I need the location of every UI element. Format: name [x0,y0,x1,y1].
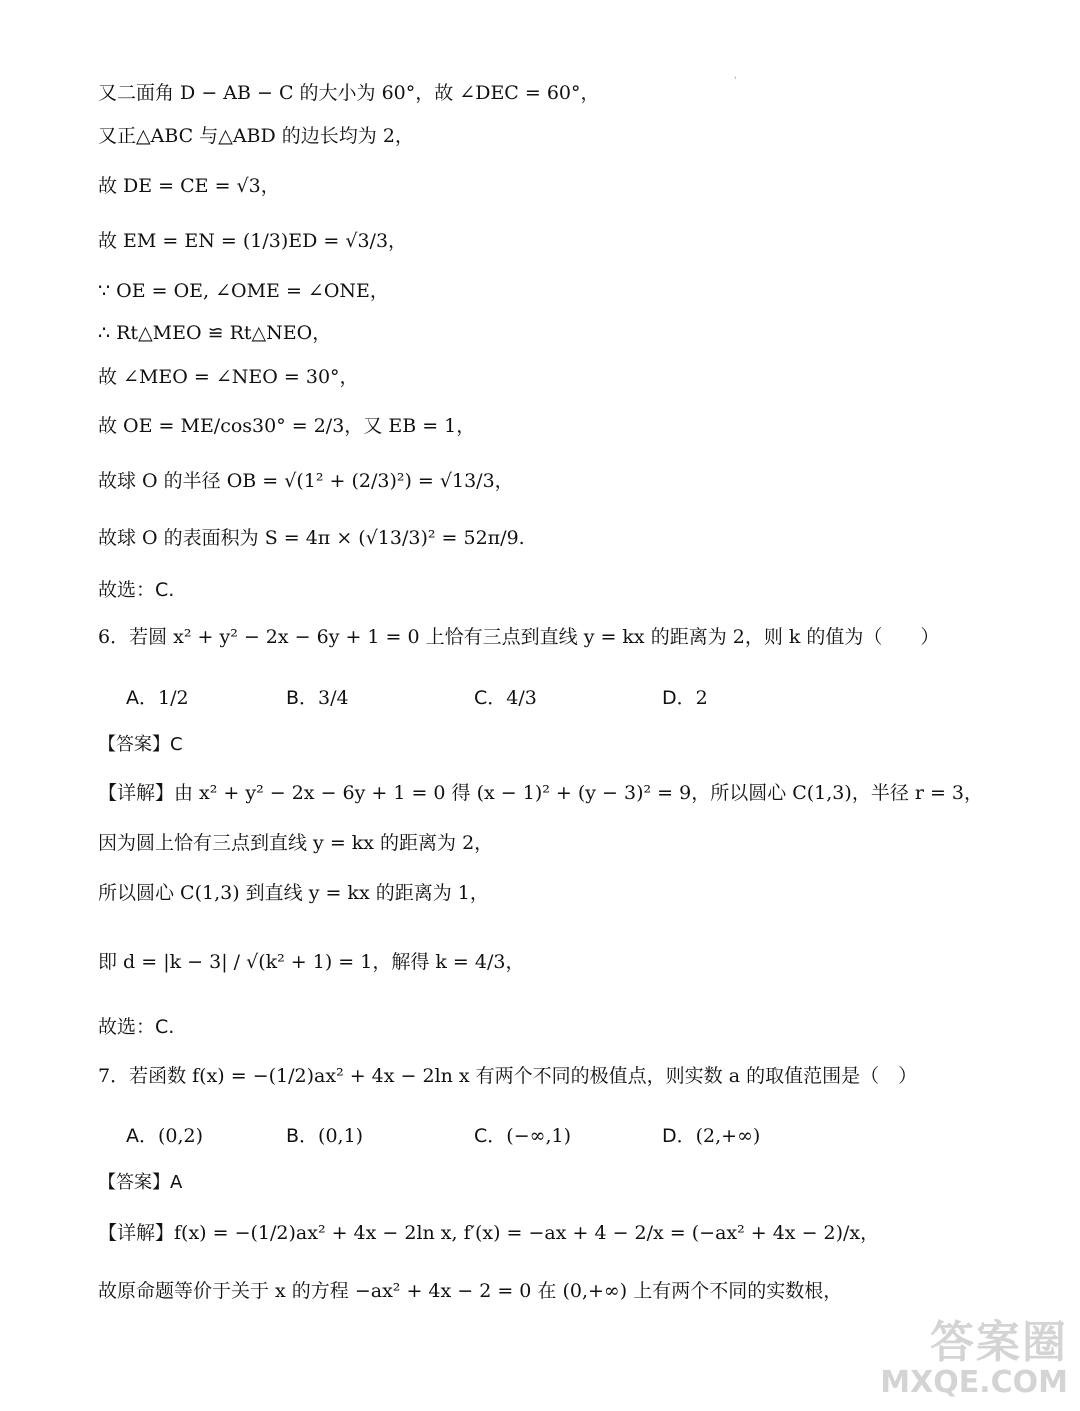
watermark-logo: 答案圈 [930,1317,1068,1368]
q7-option-a-label: A． [126,1125,158,1147]
q7-option-b-value: (0,1) [318,1125,364,1147]
q6-option-c-label: C． [474,687,507,709]
q7-option-a [126,1121,203,1148]
solution-conclusion: 故选：C. [98,579,175,601]
watermark [868,1319,1068,1405]
solution-line-9: 故球 O 的半径 OB = √(1² + (2/3)²) = √13/3， [98,470,514,492]
solution-line-3: 故 DE = CE = √3， [98,175,280,197]
solution-line-2: 又正△ABC 与△ABD 的边长均为 2， [98,125,414,147]
q6-option-a [126,683,189,710]
q7-option-c [474,1121,571,1148]
q6-option-d-label: D． [662,687,696,709]
q7-option-c-value: (−∞,1) [506,1125,571,1147]
q6-solution-1: 【详解】由 x² + y² − 2x − 6y + 1 = 0 得 (x − 1)² + (y − 3)² = 9，所以圆心 C(1,3)，半径 r = 3， [98,782,984,804]
q6-option-a-label: A． [126,687,158,709]
scan-mark: ' [734,76,737,86]
watermark-url: MXQE.COM [880,1365,1068,1400]
solution-line-8: 故 OE = ME/cos30° = 2/3，又 EB = 1， [98,415,476,437]
q7-solution-2: 故原命题等价于关于 x 的方程 −ax² + 4x − 2 = 0 在 (0,+∞) 上有两个不同的实数根， [98,1280,843,1302]
q7-option-d [662,1121,760,1148]
q6-stem: 6．若圆 x² + y² − 2x − 6y + 1 = 0 上恰有三点到直线 y = kx 的距离为 2，则 k 的值为（ ） [98,626,940,648]
q6-option-c [474,683,537,710]
q6-solution-5: 故选：C. [98,1016,175,1038]
q6-solution-2: 因为圆上恰有三点到直线 y = kx 的距离为 2， [98,832,494,854]
q6-option-b [286,683,349,710]
q7-solution-1: 【详解】f(x) = −(1/2)ax² + 4x − 2ln x, f′(x) = −ax + 4 − 2/x = (−ax² + 4x − 2)/x， [98,1222,880,1244]
q6-option-d-value: 2 [695,687,708,709]
solution-line-5: ∵ OE = OE, ∠OME = ∠ONE， [98,280,389,302]
solution-line-1: 又二面角 D − AB − C 的大小为 60°，故 ∠DEC = 60°， [98,82,600,104]
solution-line-6: ∴ Rt△MEO ≌ Rt△NEO， [98,322,332,344]
solution-line-7: 故 ∠MEO = ∠NEO = 30°， [98,366,359,388]
q7-option-d-label: D． [662,1125,696,1147]
q7-option-c-label: C． [474,1125,507,1147]
q6-option-c-value: 4/3 [506,687,537,709]
q7-option-b-label: B． [286,1125,319,1147]
q7-option-b [286,1121,363,1148]
q7-option-d-value: (2,+∞) [695,1125,761,1147]
q6-option-b-value: 3/4 [318,687,349,709]
solution-line-4: 故 EM = EN = (1/3)ED = √3/3， [98,230,408,252]
q6-solution-3: 所以圆心 C(1,3) 到直线 y = kx 的距离为 1， [98,882,489,904]
q6-option-b-label: B． [286,687,319,709]
q7-stem: 7．若函数 f(x) = −(1/2)ax² + 4x − 2ln x 有两个不同的极值点，则实数 a 的取值范围是（ ） [98,1065,918,1087]
solution-line-10: 故球 O 的表面积为 S = 4π × (√13/3)² = 52π/9. [98,527,525,549]
q6-option-d [662,683,708,710]
q7-answer: 【答案】A [98,1172,183,1193]
q7-option-a-value: (0,2) [158,1125,204,1147]
q6-solution-4: 即 d = |k − 3| / √(k² + 1) = 1，解得 k = 4/3， [98,951,525,973]
q6-answer: 【答案】C [98,734,183,755]
q6-option-a-value: 1/2 [158,687,189,709]
